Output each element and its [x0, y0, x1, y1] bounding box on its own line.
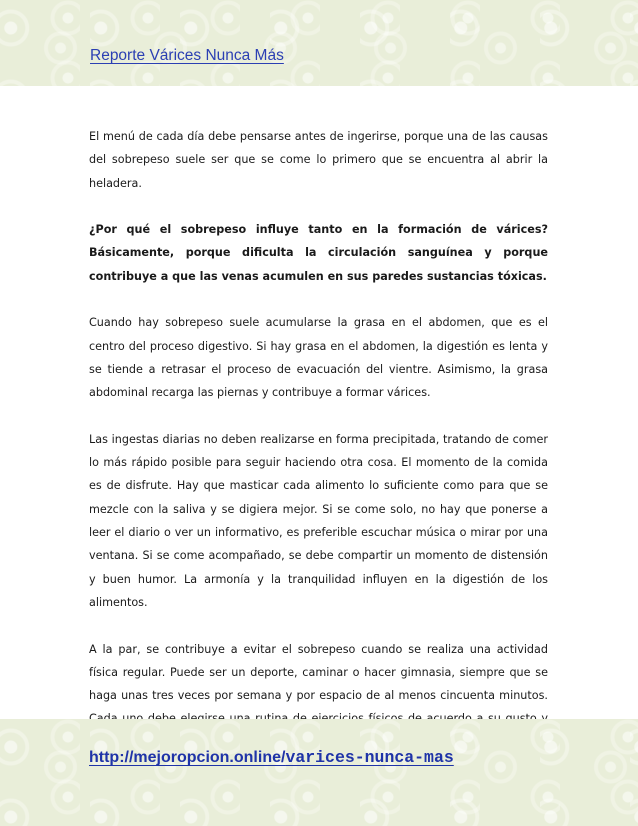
paragraph-actividad: A la par, se contribuye a evitar el sobrepeso cuando se realiza una actividad física regular. Puede ser un deporte, caminar o hacer gimnasia, siempre que se haga unas tres veces por semana y por espacio de al menos cincuenta minutos.	[89, 642, 548, 703]
header-title-link[interactable]: Reporte Várices Nunca Más	[90, 47, 284, 64]
header-band	[0, 0, 638, 86]
footer-band	[0, 719, 638, 826]
footer-url-path: varices-nunca-mas	[285, 748, 454, 767]
paragraph-question: ¿Por qué el sobrepeso influye tanto en la formación de várices? Básicamente, porque dificulta la circulación sanguínea y porque contribuye a que las venas acumulen en sus paredes sustancias tóxicas.	[89, 223, 548, 283]
paragraph-ingestas: Las ingestas diarias no deben realizarse en forma precipitada, tratando de comer lo más rápido posible para seguir haciendo otra cosa. El momento de la comida es de disfrute. Hay que masticar cada alimento lo suficiente como para que se mezcle con la saliva y se digiera mejor. Si se come solo, no hay que ponerse a leer el diario o ver un informativo, es preferible escuchar música o mirar por una ventana. Si se come acompañado, se debe compartir un momento de distensión y buen humor. La armonía y la tranquilidad influyen en la digestión de los alimentos.	[89, 432, 548, 609]
footer-url-link[interactable]	[89, 747, 454, 767]
footer-url-domain: http://mejoropcion.online/	[89, 749, 286, 766]
paragraph-abdomen: Cuando hay sobrepeso suele acumularse la grasa en el abdomen, que es el centro del proceso digestivo. Si hay grasa en el abdomen, la digestión es lenta y se tiende a retrasar el proceso de evacuación del vientre. Asimismo, la grasa abdominal recarga las piernas y contribuye a formar várices.	[89, 316, 548, 400]
paragraph-menu: El menú de cada día debe pensarse antes de ingerirse, porque una de las causas del sobrepeso suele ser que se come lo primero que se encuentra al abrir la heladera.	[89, 130, 548, 190]
document-body	[89, 125, 548, 754]
